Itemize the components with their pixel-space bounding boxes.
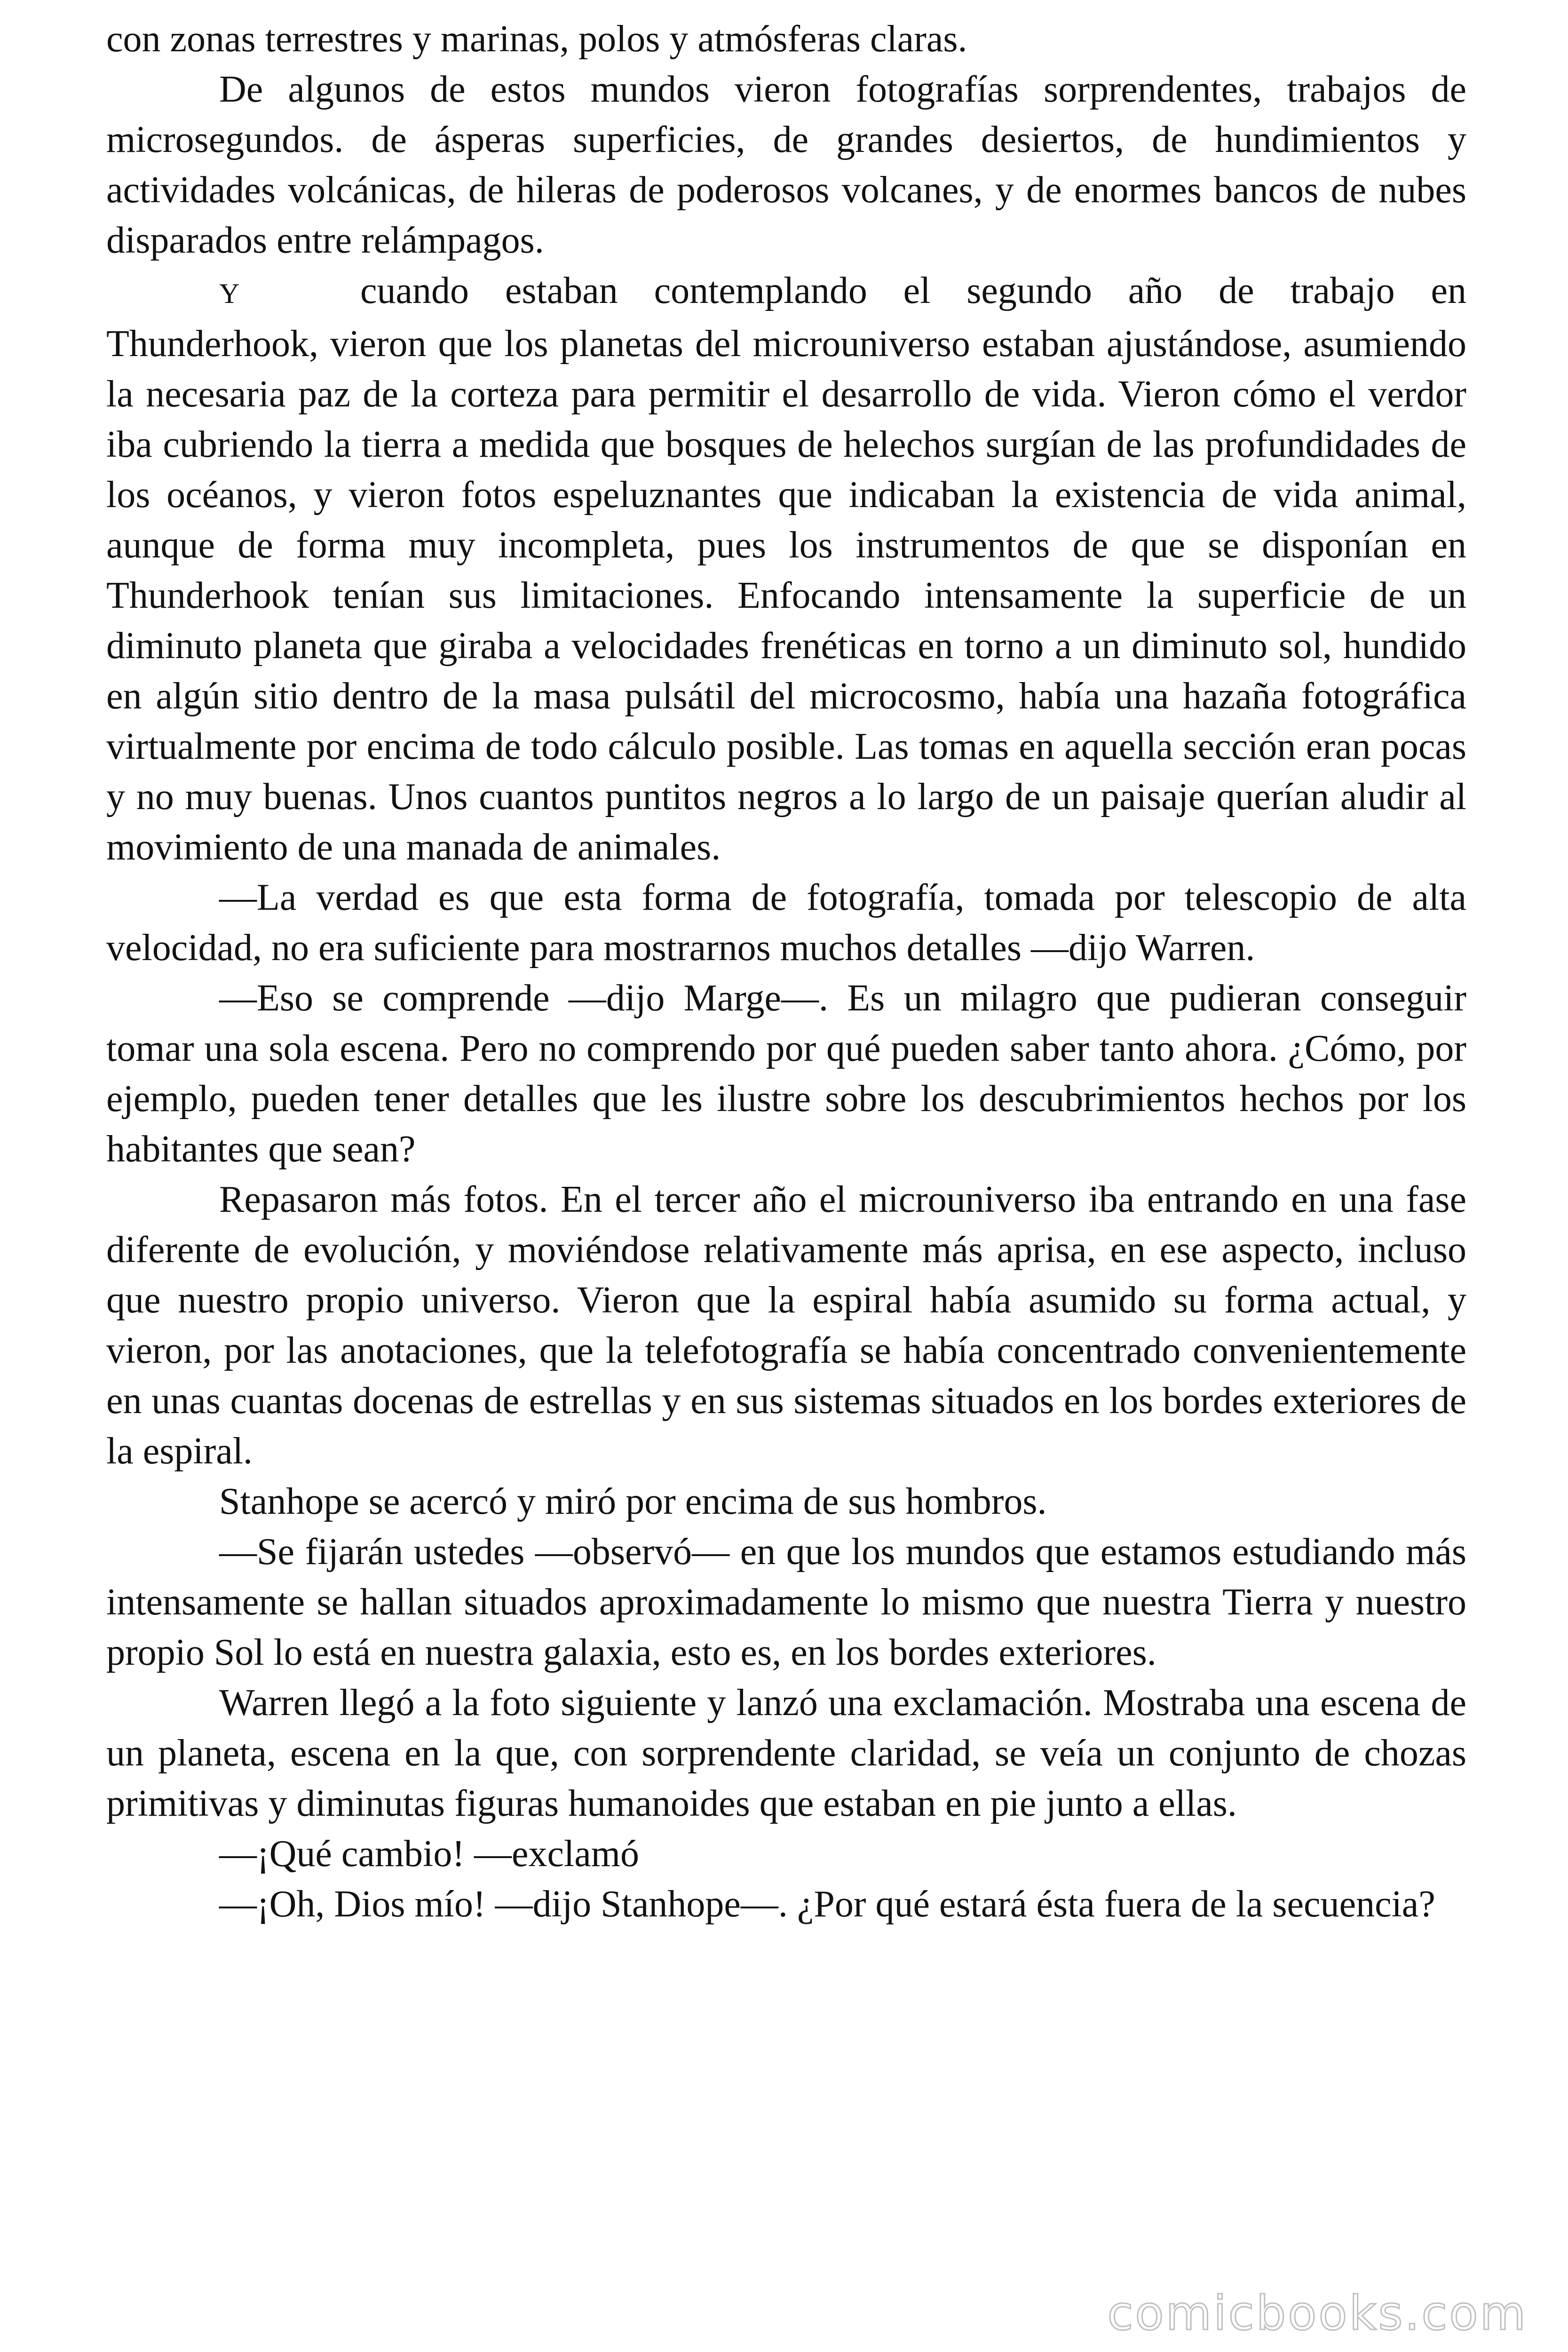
paragraph: —Se fijarán ustedes —observó— en que los mundos que estamos estudiando más intensamente se hallan situados aproximadamente lo mismo que nuestra Tierra y nuestro propio Sol lo está en nuestra galaxia, esto es, en los bordes exteriores. <box>106 1531 1466 1673</box>
dropcap-letter: Y <box>219 278 240 309</box>
paragraph: Repasaron más fotos. En el tercer año el microuniverso iba entrando en una fase diferente de evolución, y moviéndose relativamente más aprisa, en ese aspecto, incluso que nuestro propio universo. Vieron que la espiral había asumido su forma actual, y vieron, por las anotaciones, que la telefotografía se había concentrado convenientemente en unas cuantas docenas de estrellas y en sus sistemas situados en los bordes exteriores de la espiral. <box>106 1179 1466 1472</box>
paragraph: —Eso se comprende —dijo Marge—. Es un milagro que pudieran conseguir tomar una sola escena. Pero no comprendo por qué pueden saber tanto ahora. ¿Cómo, por ejemplo, pueden tener detalles que les ilustre sobre los descubrimientos hechos por los habitantes que sean? <box>106 977 1466 1170</box>
paragraph: con zonas terrestres y marinas, polos y atmósferas claras. <box>106 18 967 60</box>
paragraph: Stanhope se acercó y miró por encima de sus hombros. <box>219 1481 1047 1522</box>
paragraph: —¡Oh, Dios mío! —dijo Stanhope—. ¿Por qué estará ésta fuera de la secuencia? <box>219 1883 1435 1925</box>
paragraph: —La verdad es que esta forma de fotografía, tomada por telescopio de alta velocidad, no era suficiente para mostrarnos muchos detalles —dijo Warren. <box>106 877 1466 969</box>
paragraph-body: cuando estaban contemplando el segundo año de trabajo en Thunderhook, vieron que los planetas del microuniverso estaban ajustándose, asumiendo la necesaria paz de la corteza para permitir el desarrollo de vida. Vieron cómo el verdor iba cubriendo la tierra a medida que bosques de helechos surgían de las profundidades de los océanos, y vieron fotos espeluznantes que indicaban la existencia de vida animal, aunque de forma muy incompleta, pues los instrumentos de que se disponían en Thunderhook tenían sus limitaciones. Enfocando intensamente la superficie de un diminuto planeta que giraba a velocidades frenéticas en torno a un diminuto sol, hundido en algún sitio dentro de la masa pulsátil del microcosmo, había una hazaña fotográfica virtualmente por encima de todo cálculo posible. Las tomas en aquella sección eran pocas y no muy buenas. Unos cuantos puntitos negros a lo largo de un paisaje querían aludir al movimiento de una manada de animales. <box>106 270 1466 868</box>
paragraph: —¡Qué cambio! —exclamó <box>219 1833 640 1875</box>
watermark: comicbooks.com <box>1107 2286 1528 2341</box>
page-text <box>106 14 1466 1930</box>
paragraph: De algunos de estos mundos vieron fotografías sorprendentes, trabajos de microsegundos. de ásperas superficies, de grandes desiertos, de hundimientos y actividades volcánicas, de hileras de poderosos volcanes, y de enormes bancos de nubes disparados entre relámpagos. <box>106 69 1466 261</box>
paragraph: Warren llegó a la foto siguiente y lanzó una exclamación. Mostraba una escena de un planeta, escena en la que, con sorprendente claridad, se veía un conjunto de chozas primitivas y diminutas figuras humanoides que estaban en pie junto a ellas. <box>106 1682 1466 1824</box>
paragraph-with-dropcap <box>106 266 1466 873</box>
